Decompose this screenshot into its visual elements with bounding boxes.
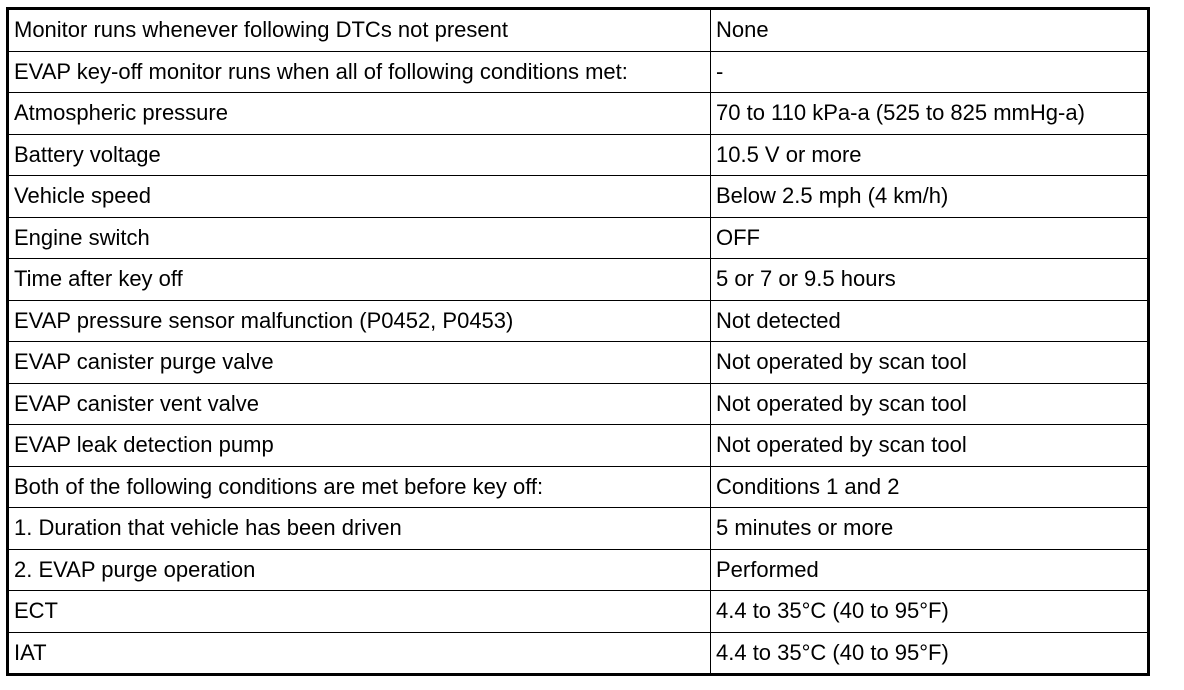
value-cell: None: [711, 9, 1149, 52]
value-cell: Not operated by scan tool: [711, 342, 1149, 384]
value-cell: 10.5 V or more: [711, 134, 1149, 176]
condition-cell: Both of the following conditions are met before key off:: [8, 466, 711, 508]
value-cell: 5 or 7 or 9.5 hours: [711, 259, 1149, 301]
value-cell: 70 to 110 kPa-a (525 to 825 mmHg-a): [711, 93, 1149, 135]
table-row: [8, 591, 1149, 633]
value-cell: Not operated by scan tool: [711, 425, 1149, 467]
table-row: [8, 51, 1149, 93]
value-cell: OFF: [711, 217, 1149, 259]
table-row: [8, 176, 1149, 218]
table-row: [8, 508, 1149, 550]
condition-cell: EVAP leak detection pump: [8, 425, 711, 467]
table-row: [8, 9, 1149, 52]
table-row: [8, 300, 1149, 342]
table-row: [8, 425, 1149, 467]
condition-cell: Vehicle speed: [8, 176, 711, 218]
table-row: [8, 549, 1149, 591]
table-row: [8, 632, 1149, 675]
condition-cell: Atmospheric pressure: [8, 93, 711, 135]
table-row: [8, 259, 1149, 301]
value-cell: Conditions 1 and 2: [711, 466, 1149, 508]
condition-cell: EVAP canister vent valve: [8, 383, 711, 425]
condition-cell: EVAP canister purge valve: [8, 342, 711, 384]
value-cell: Not detected: [711, 300, 1149, 342]
value-cell: 5 minutes or more: [711, 508, 1149, 550]
condition-cell: Time after key off: [8, 259, 711, 301]
condition-cell: ECT: [8, 591, 711, 633]
value-cell: 4.4 to 35°C (40 to 95°F): [711, 591, 1149, 633]
condition-cell: Engine switch: [8, 217, 711, 259]
condition-cell: Battery voltage: [8, 134, 711, 176]
table-row: [8, 342, 1149, 384]
condition-cell: Monitor runs whenever following DTCs not present: [8, 9, 711, 52]
table-row: [8, 134, 1149, 176]
condition-cell: IAT: [8, 632, 711, 675]
value-cell: Not operated by scan tool: [711, 383, 1149, 425]
table-row: [8, 217, 1149, 259]
value-cell: 4.4 to 35°C (40 to 95°F): [711, 632, 1149, 675]
value-cell: -: [711, 51, 1149, 93]
table-body: [8, 9, 1149, 675]
table-row: [8, 383, 1149, 425]
monitor-conditions-table: [6, 7, 1150, 676]
value-cell: Performed: [711, 549, 1149, 591]
table-row: [8, 93, 1149, 135]
condition-cell: EVAP key-off monitor runs when all of following conditions met:: [8, 51, 711, 93]
condition-cell: 2. EVAP purge operation: [8, 549, 711, 591]
value-cell: Below 2.5 mph (4 km/h): [711, 176, 1149, 218]
condition-cell: EVAP pressure sensor malfunction (P0452, P0453): [8, 300, 711, 342]
table-row: [8, 466, 1149, 508]
condition-cell: 1. Duration that vehicle has been driven: [8, 508, 711, 550]
